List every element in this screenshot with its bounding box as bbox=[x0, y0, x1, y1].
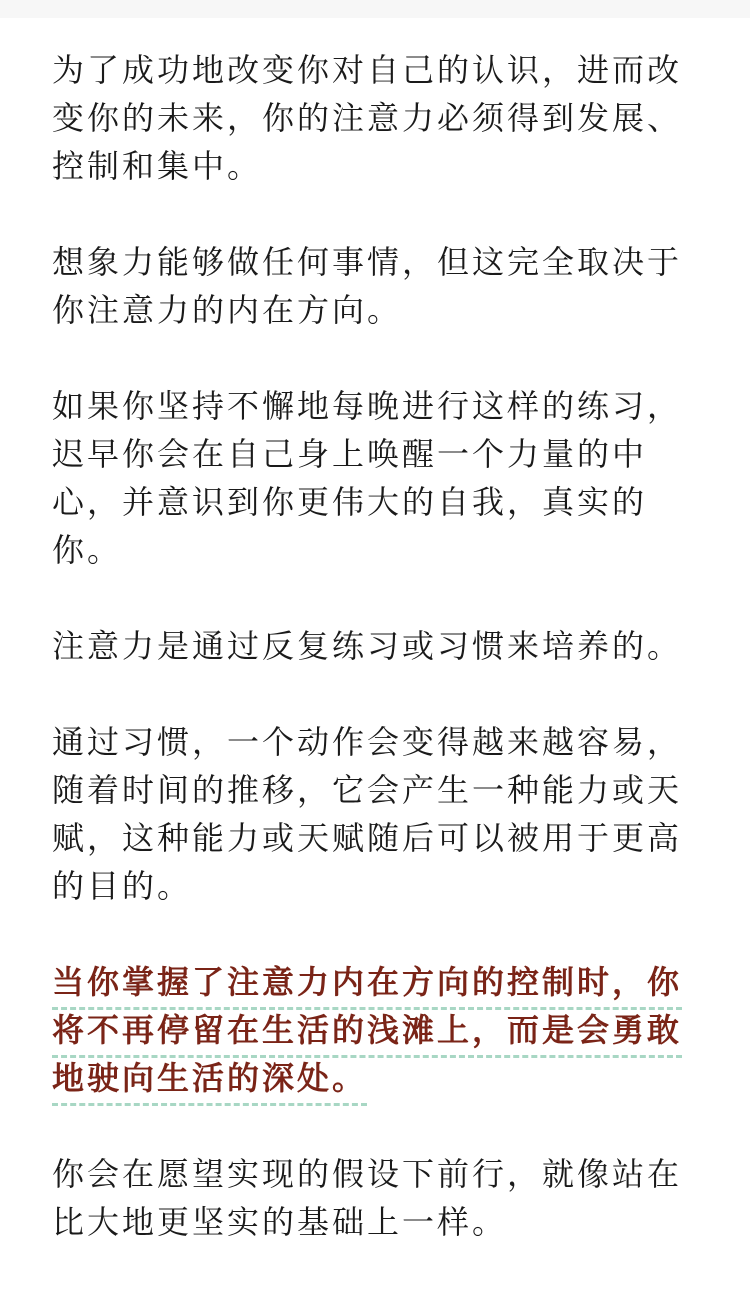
highlighted-paragraph bbox=[52, 958, 712, 1102]
paragraph-2: 想象力能够做任何事情，但这完全取决于你注意力的内在方向。 bbox=[52, 243, 683, 329]
paragraph-5: 通过习惯，一个动作会变得越来越容易，随着时间的推移，它会产生一种能力或天赋，这种能力或天赋随后可以被用于更高的目的。 bbox=[52, 723, 683, 905]
paragraph-7: 你会在愿望实现的假设下前行，就像站在比大地更坚实的基础上一样。 bbox=[52, 1155, 683, 1241]
top-strip bbox=[0, 0, 750, 18]
paragraph-1: 为了成功地改变你对自己的认识，进而改变你的未来，你的注意力必须得到发展、控制和集中。 bbox=[52, 51, 683, 185]
paragraph-4: 注意力是通过反复练习或习惯来培养的。 bbox=[52, 627, 683, 665]
paragraph-3: 如果你坚持不懈地每晚进行这样的练习，迟早你会在自己身上唤醒一个力量的中心，并意识到你更伟大的自我，真实的你。 bbox=[52, 387, 683, 569]
article-body bbox=[52, 46, 712, 1294]
highlighted-paragraph-text: 当你掌握了注意力内在方向的控制时，你将不再停留在生活的浅滩上，而是会勇敢地驶向生活的深处。 bbox=[52, 963, 682, 1106]
